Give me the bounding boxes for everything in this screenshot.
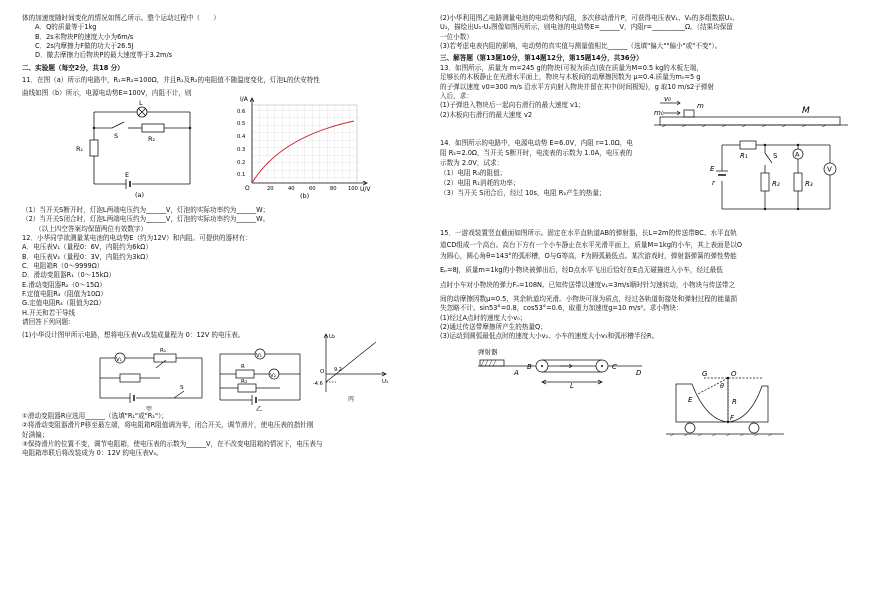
q12-line: E.滑动变阻器R₂（0～15Ω） <box>22 280 106 289</box>
q11-line-2: 曲线如图（b）所示，电源电动势E=100V，内阻不计，则 <box>22 88 192 97</box>
q10-option-c: C．2s内摩擦力F做的功大于26.5J <box>35 42 134 51</box>
q12-line: F.定值电阻R₃（阻值为10Ω） <box>22 290 107 299</box>
fig15-g: G <box>702 369 708 378</box>
q10-tail: 体的加速度随时间变化的情况如图乙所示。整个运动过程中（ ） <box>22 14 220 22</box>
figure-15-track <box>476 342 646 388</box>
fig-a-label-e: E <box>125 170 130 179</box>
figure-15-cart <box>666 362 786 442</box>
q11-figures <box>22 95 425 200</box>
fig-yi-caption: 乙 <box>256 405 263 413</box>
fig15-r: R <box>732 397 737 406</box>
q15-question-3: (3)运动到圆弧最低点时的速度大小v₂、小车的速度大小v₃和弧形槽半径R。 <box>440 332 659 341</box>
q11-item-2: （2）当开关S闭合时，灯泡L两端电压约为______V，灯泡的实际功率约为______W。 <box>22 215 270 224</box>
q14-block <box>440 133 852 223</box>
q12-item: 电阻箱串联后将改装成为 0：12V 的电压表V₃。 <box>22 449 163 458</box>
section-experiment-heading: 二、实验题（每空2分，共18 分） <box>22 63 124 72</box>
q12-line: B．电压表V₂（量程0：3V，内阻约为3kΩ） <box>22 252 152 261</box>
q11-item-note: （以上四空答案均保留两位有效数字） <box>35 224 148 233</box>
fig14-r3: R₃ <box>805 180 813 189</box>
q12-line: 12．小华同学欲测量某电池的电动势E（约为12V）和内阻。可提供的器材有： <box>22 233 252 242</box>
fig-a-caption: (a) <box>135 190 145 199</box>
fig-a-label-s: S <box>114 131 119 140</box>
figure-bing-graph <box>314 330 394 402</box>
q13-line: 13．如图所示，质量为 m=245 g的物块(可视为质点)放在质量为M=0.5 kg的木板左端， <box>440 63 703 72</box>
fig15-d: D <box>636 368 642 377</box>
fig-b-xtick: 40 <box>288 185 295 192</box>
fig-b-ylabel: I/A <box>240 95 248 103</box>
fig13-M: M <box>802 106 810 117</box>
figure-13-block-board <box>652 95 852 129</box>
q12-part-2-line: (2)小华利用图乙电路测量电池的电动势和内阻，多次移动滑片P，可获得电压表V₁、V₂的多组数据U₁、 <box>440 14 739 22</box>
fig-b-xtick: 100 <box>348 185 358 192</box>
q12-part-1: (1)小华设计图甲所示电路，想将电压表V₁改装成量程为 0：12V 的电压表。 <box>22 330 245 339</box>
q15-question-1: (1)经过A点时的速度大小v₀； <box>440 313 527 322</box>
q15-figures <box>440 342 852 442</box>
fig-b-ytick: 0.4 <box>237 133 246 140</box>
q14-line: 14．如图所示的电路中，电源电动势 E=6.0V，内阻 r=1.0Ω，电 <box>440 139 633 148</box>
fig-yi-v1: V₁ <box>256 352 262 359</box>
fig-bing-caption: 丙 <box>348 395 355 403</box>
fig14-voltmeter: V <box>827 165 832 174</box>
q12-line: H.开关和若干导线 <box>22 308 76 317</box>
q12-line: D．滑动变阻器R₁（0～15kΩ） <box>22 271 116 280</box>
q10-option-a: A．Q的质量等于1kg <box>35 23 97 32</box>
figure-yi-circuit <box>210 340 310 412</box>
q13-line: (2)木板向右滑行的最大速度 v2 <box>440 111 533 120</box>
q13-line: (1)子弹进入物块后一起向右滑行的最大速度 v1； <box>440 101 585 110</box>
q14-line: 阻 R₂=2.0Ω，当开关 S断开时，电流表的示数为 1.0A，电压表的 <box>440 149 633 158</box>
q12-line: G.定值电阻R₄（阻值为2Ω） <box>22 299 106 308</box>
fig15-o: O <box>731 369 737 378</box>
fig-bing-xtick: 9.2 <box>334 366 342 373</box>
fig-b-ytick: 0.1 <box>237 171 246 178</box>
fig-yi-r: R <box>241 363 245 370</box>
fig15-theta: θ <box>720 381 724 390</box>
fig-b-ytick: 0.2 <box>237 159 246 166</box>
fig15-launcher-label: 弹射器 <box>478 347 498 356</box>
fig13-m: m <box>697 102 704 111</box>
fig14-r: r <box>712 179 715 188</box>
q15-line: 15．一游戏装置竖直截面如图所示。固定在水平直轨道AB的弹射器，长L=2m的传送带BC、水平直轨 <box>440 229 737 238</box>
fig15-b: B <box>527 362 532 371</box>
figure-jia-circuit <box>90 340 210 412</box>
q14-line: （1）电阻 R₃的阻值； <box>440 169 507 178</box>
fig14-r2: R₂ <box>772 180 780 189</box>
q12-item: 好满偏； <box>22 430 49 439</box>
q15-line: Eₚ=8J，质量m=1kg的小物块被弹出后，经D点水平飞出后恰好在E点无碰撞进入小车，经过最低 <box>440 266 723 275</box>
q14-line: 示数为 2.0V，试求： <box>440 159 504 168</box>
fig-b-ytick: 0.3 <box>237 146 246 153</box>
fig-b-ytick: 0.6 <box>237 108 246 115</box>
fig-b-ytick: 0.5 <box>237 120 246 127</box>
fig15-f: F <box>730 413 735 422</box>
fig-b-xtick: 80 <box>330 185 337 192</box>
q11-item-1: （1）当开关S断开时，灯泡L两端电压约为______V，灯泡的实际功率约为______W； <box>22 205 270 214</box>
fig-bing-ylabel: U₂ <box>329 333 336 340</box>
fig-a-label-r2: R₂ <box>148 134 156 143</box>
q15-line: 点时小车对小物块的弹力Fₙ=108N。已知传送带以速度v₁=3m/s顺时针匀速转动，小物块与传送带之 <box>440 280 736 289</box>
q12-item: ③保持滑片的位置不变，调节电阻箱，使电压表的示数为______V，在不改变电阻箱的情况下，电压表与 <box>22 439 323 448</box>
fig-b-caption: (b) <box>300 191 310 200</box>
section-solve-heading: 三、解答题（第13题10分，第14题12分，第15题14分，共36分） <box>440 54 643 63</box>
fig-bing-origin: O <box>320 368 325 375</box>
q15-line: 道CD组成一个高台。高台下方有一个小车静止在水平光滑平面上，质量M=1kg的小车，其上表面是以O <box>440 240 743 249</box>
right-column <box>440 14 852 442</box>
fig14-ammeter: A <box>795 150 800 159</box>
q12-line: 请回答下列问题： <box>22 318 75 327</box>
q10-option-d: D．撤去摩擦力后物块P的最大速度等于3.2m/s <box>35 51 173 60</box>
fig-b-xtick: 20 <box>267 185 274 192</box>
q15-line: 失忽略不计。sin53°=0.8，cos53°=0.6，取重力加速度g=10 m/s²。求小物块： <box>440 304 683 313</box>
q13-line: 入后，求： <box>440 91 473 100</box>
fig-yi-v2: V₂ <box>270 372 276 379</box>
fig14-e: E <box>710 165 715 174</box>
figure-14-circuit <box>710 133 840 219</box>
q12-line: A．电压表V₁（量程0：6V，内阻约为6kΩ） <box>22 243 152 252</box>
left-column <box>22 14 425 459</box>
fig15-c: C <box>612 362 617 371</box>
fig-b-xtick: 60 <box>309 185 316 192</box>
q12-line: C．电阻箱R（0～9999Ω） <box>22 262 104 271</box>
fig-jia-r1: R₁ <box>160 347 167 354</box>
fig-b-origin: O <box>245 184 250 192</box>
q10-option-b: B．2s末物块P的速度大小为6m/s <box>35 32 134 41</box>
q11-line-1: 11．在图（a）所示的电路中，R₁=R₂=100Ω，并且R₁及R₂的电阻值不随温度变化，灯泡L的伏安特性 <box>22 76 320 85</box>
fig13-v0: v₀ <box>664 95 671 104</box>
q13-line: 的子弹以速度 v0=300 m/s 沿水平方向射入物块并留在其中(时间极短)，g 取10 m/s2子弹射 <box>440 82 714 91</box>
fig-b-xlabel: U/V <box>360 185 371 193</box>
q12-part-3-line: (3)若考虑电表内阻的影响，电动势的真实值与测量值相比______（选填"偏大""偏小"或"不变"）。 <box>440 42 722 51</box>
fig-a-label-r1: R₁ <box>76 144 84 153</box>
fig-yi-r3: R₃ <box>241 378 248 385</box>
fig-bing-xlabel: U₁ <box>382 378 389 385</box>
fig13-m0: m₀ <box>654 109 664 118</box>
fig-jia-v1: V₁ <box>116 356 122 363</box>
q12-part-2-line: 一位小数） <box>440 32 473 41</box>
q13-line: 足够长的木板静止在光滑水平面上，物块与木板间的动摩擦因数为 μ=0.4.质量为m₀=5 g <box>440 73 701 82</box>
fig15-a: A <box>514 368 519 377</box>
q12-item: ①滑动变阻器R应选用______（选填"R₁"或"R₂"）； <box>22 411 168 420</box>
fig14-s: S <box>773 152 778 161</box>
fig-jia-caption: 甲 <box>146 405 153 413</box>
fig-jia-s: S <box>180 384 184 391</box>
fig15-l: L <box>570 381 574 390</box>
fig-bing-ytick: -4.6 <box>313 380 323 387</box>
q14-line: （3）当开关 S闭合后，经过 10s，电阻 R₂产生的热量； <box>440 189 606 198</box>
q12-item: ②将滑动变阻器滑片P移至最左端，将电阻箱R阻值调为零，闭合开关，调节滑片，使电压表的指针刚 <box>22 421 314 430</box>
q15-line: 为圆心，圆心角θ=143°的弧形槽，O与G等高，F为圆弧最低点。某次游戏时，弹射器弹簧的弹性势能 <box>440 251 737 260</box>
figure-a-circuit <box>72 98 212 198</box>
figure-b-graph <box>222 95 382 200</box>
fig14-r1: R₁ <box>740 152 748 161</box>
fig-a-label-l: L <box>139 98 143 107</box>
q15-line: 间的动摩擦因数μ=0.5，其余轨道均光滑。小物块可视为质点，经过各轨道衔接处和弹射过程的能量损 <box>440 295 738 304</box>
fig15-e: E <box>688 395 693 404</box>
q15-question-2: (2)通过传送带摩擦所产生的热量Q； <box>440 323 547 332</box>
q12-part-2-line: U₂，描绘出U₁-U₂图像如图丙所示，则电池的电动势E=______V，内阻r=__________Ω。（结果均保留 <box>440 23 733 32</box>
q14-line: （2）电阻 R₁消耗的功率； <box>440 179 520 188</box>
